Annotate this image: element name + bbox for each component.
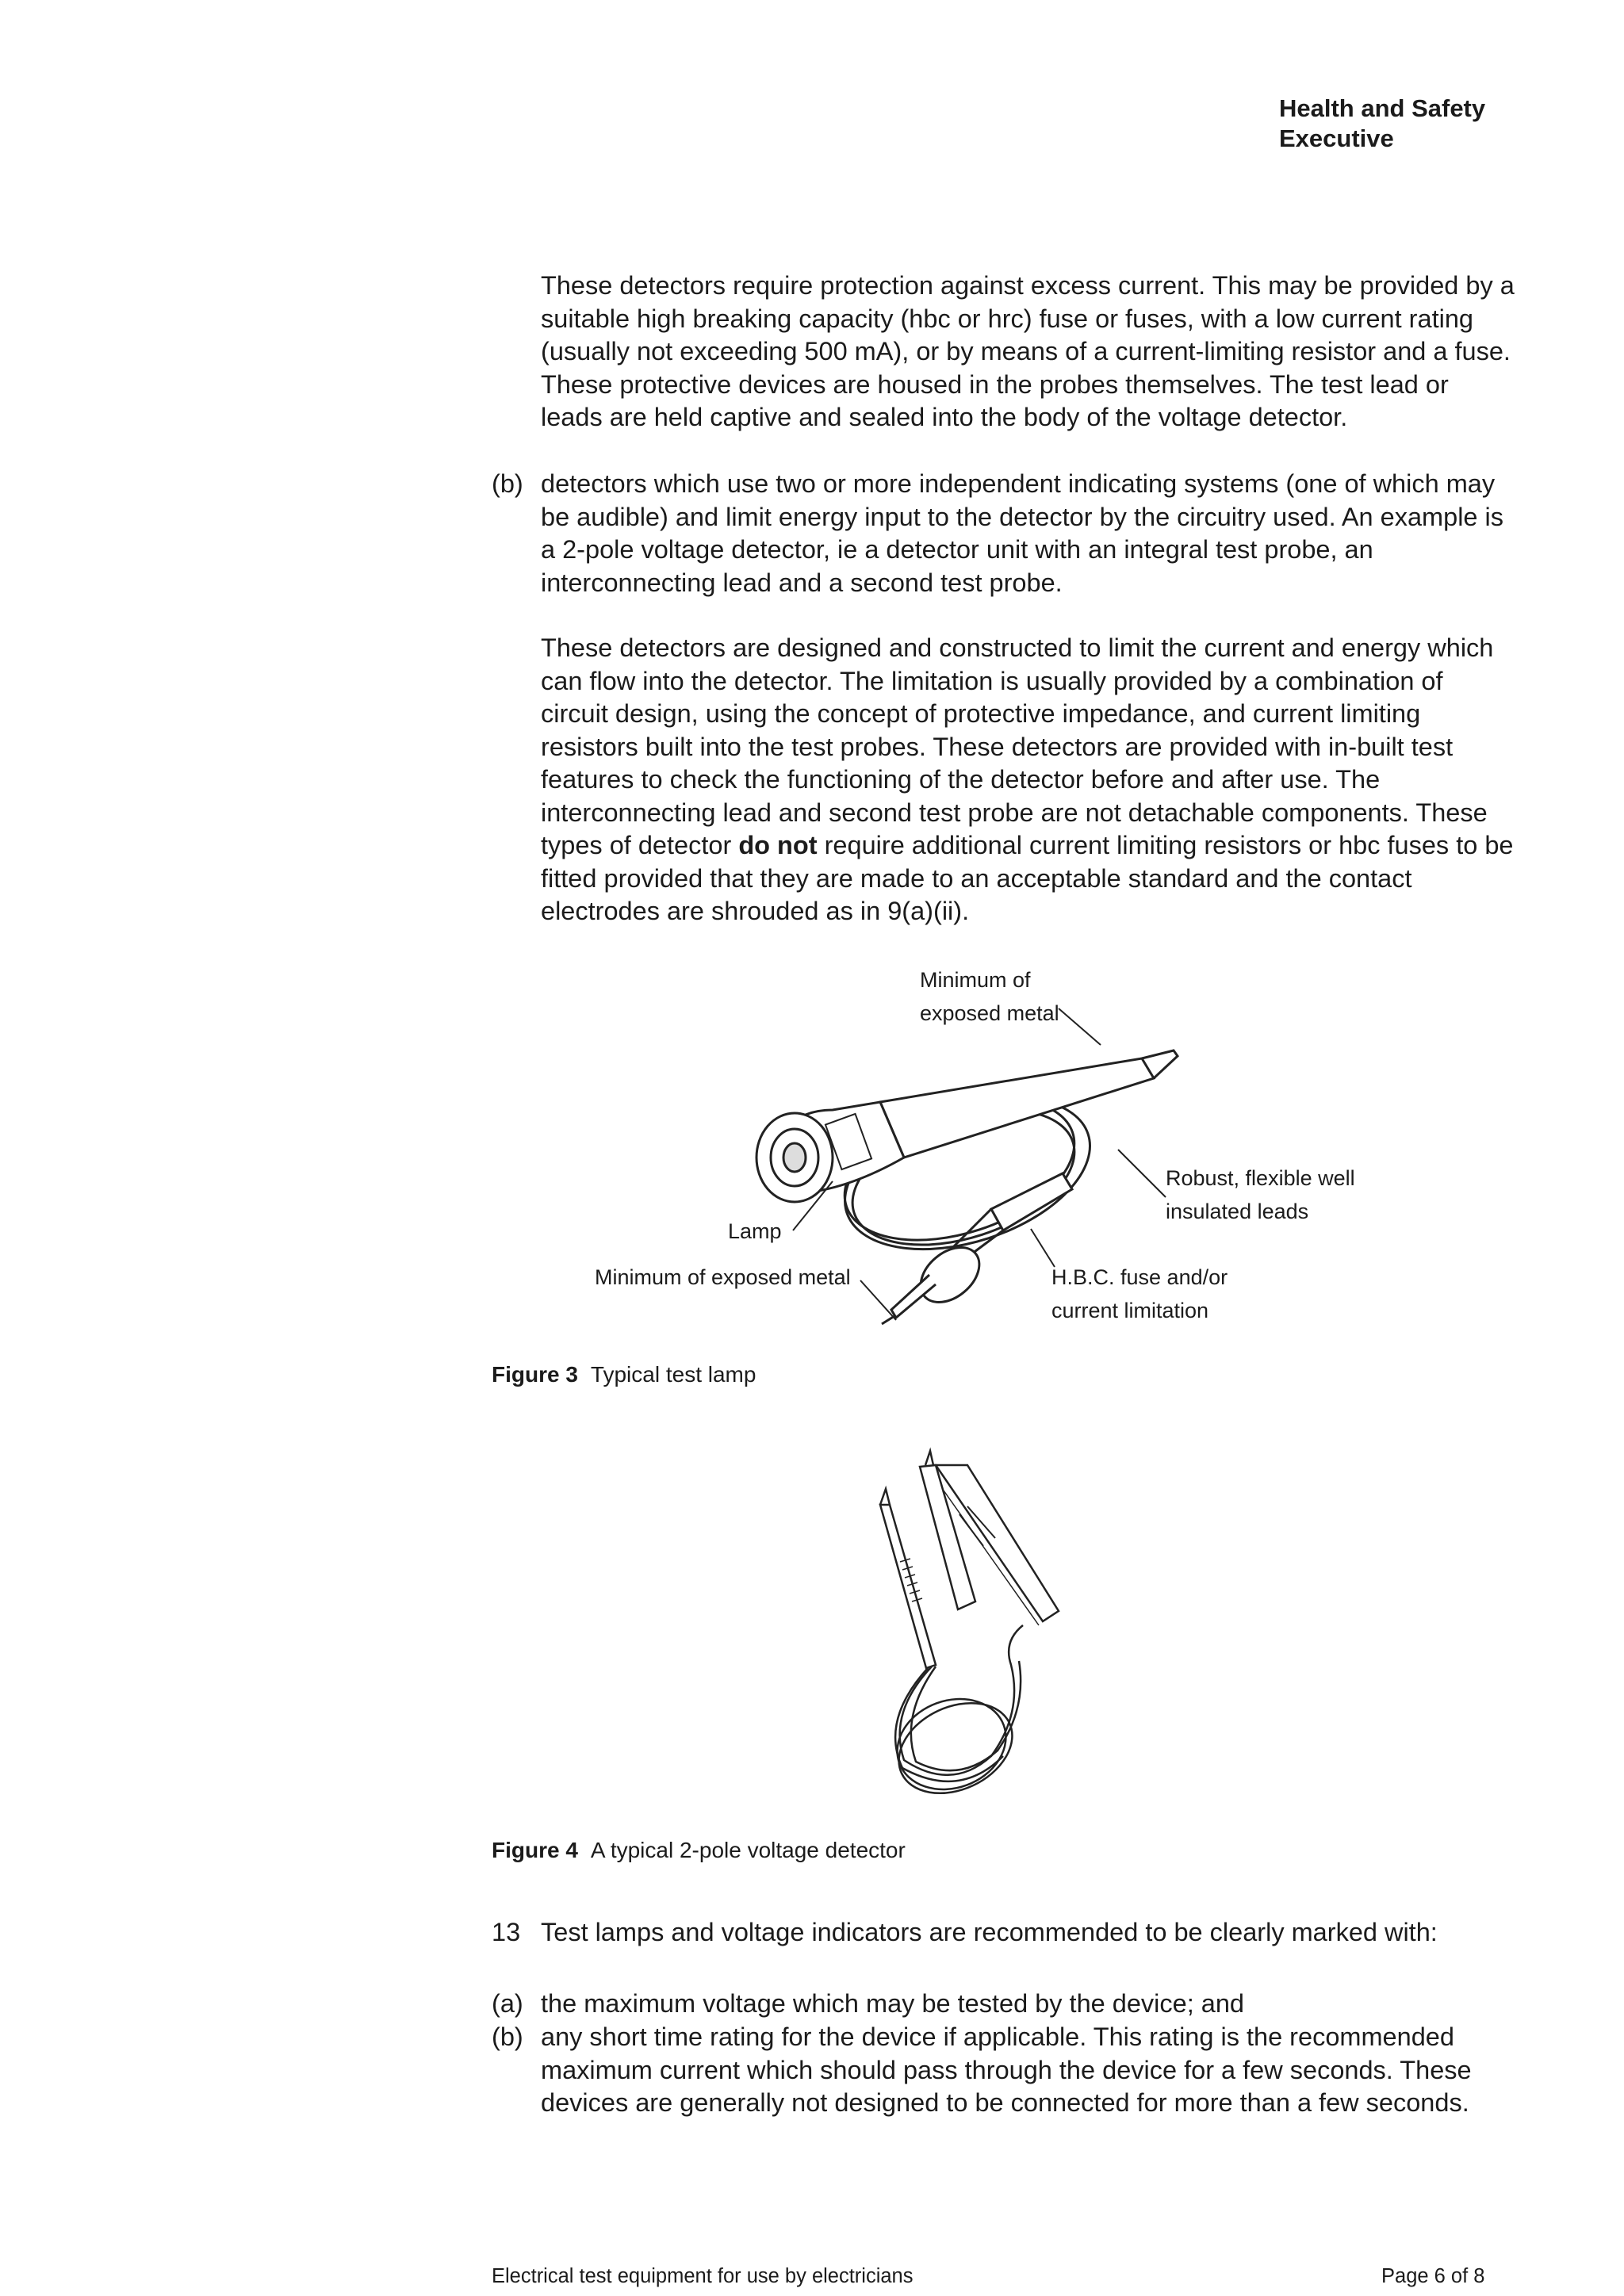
label-hbc-fuse	[1051, 1261, 1228, 1327]
item-a-text: the maximum voltage which may be tested by the device; and	[541, 1989, 1244, 2018]
organisation-name-line1: Health and Safety	[1279, 94, 1486, 122]
item-b2-marker: (b)	[492, 2022, 523, 2051]
label-min-metal-top-line1: Minimum of	[920, 968, 1031, 992]
figure3-caption-label: Figure 3	[492, 1362, 578, 1387]
page-number: Page 6 of 8	[1381, 2265, 1485, 2287]
figure3-caption-text: Typical test lamp	[590, 1362, 756, 1387]
para2-text-after: require additional current limiting resistors or hbc fuses to be fitted provided that they are made to an acceptable standard and the contact electrodes are shrouded as in 9(a)(ii).	[541, 831, 1514, 925]
figure4-caption-text: A typical 2-pole voltage detector	[590, 1838, 906, 1862]
organisation-name-line2: Executive	[1279, 124, 1394, 152]
label-robust-leads	[1166, 1161, 1355, 1228]
item-b-text: detectors which use two or more independent indicating systems (one of which may be audible) and limit energy input to the detector by the circuitry used. An example is a 2-pole voltage detector, ie a detector unit with an integral test probe, an interconnecting lead and a second test probe.	[541, 469, 1504, 597]
para2-bold-text: do not	[738, 831, 818, 859]
figure4-caption	[492, 1838, 906, 1863]
section-13-intro: Test lamps and voltage indicators are recommended to be clearly marked with:	[541, 1918, 1438, 1946]
intro-paragraph: These detectors require protection against excess current. This may be provided by a suitable high breaking capacity (hbc or hrc) fuse or fuses, with a low current rating (usually not exceeding 500 mA), or by means of a current-limiting resistor and a fuse. These protective devices are housed in the probes themselves. The test lead or leads are held captive and sealed into the body of the voltage detector.	[541, 271, 1515, 431]
label-hbc-line2: current limitation	[1051, 1299, 1209, 1322]
label-minimum-exposed-metal-bottom: Minimum of exposed metal	[595, 1265, 851, 1289]
item-a-marker: (a)	[492, 1989, 523, 2018]
label-robust-line2: insulated leads	[1166, 1200, 1309, 1223]
label-lamp: Lamp	[728, 1219, 782, 1243]
two-pole-detector-illustration	[856, 1443, 1174, 1808]
item-b2-text: any short time rating for the device if applicable. This rating is the recommended maximum current which should pass through the device for a few seconds. These devices are generally not designed to be connected for more than a few seconds.	[541, 2022, 1472, 2117]
item-b-marker: (b)	[492, 469, 523, 498]
label-hbc-line1: H.B.C. fuse and/or	[1051, 1265, 1228, 1289]
label-min-metal-top-line2: exposed metal	[920, 1001, 1059, 1025]
figure4-caption-label: Figure 4	[492, 1838, 578, 1862]
figure3-caption	[492, 1362, 756, 1387]
footer-title: Electrical test equipment for use by electricians	[492, 2265, 914, 2287]
para2-text-before: These detectors are designed and constructed to limit the current and energy which can flow into the detector. The limitation is usually provided by a combination of circuit design, using the concept of protective impedance, and current limiting resistors built into the test probes. These detectors are provided with in-built test features to check the functioning of the detector before and after use. The interconnecting lead and second test probe are not detachable components. These types of detector	[541, 633, 1494, 859]
section-number: 13	[492, 1918, 521, 1946]
label-robust-line1: Robust, flexible well	[1166, 1166, 1355, 1190]
label-minimum-exposed-metal-top	[920, 963, 1059, 1030]
